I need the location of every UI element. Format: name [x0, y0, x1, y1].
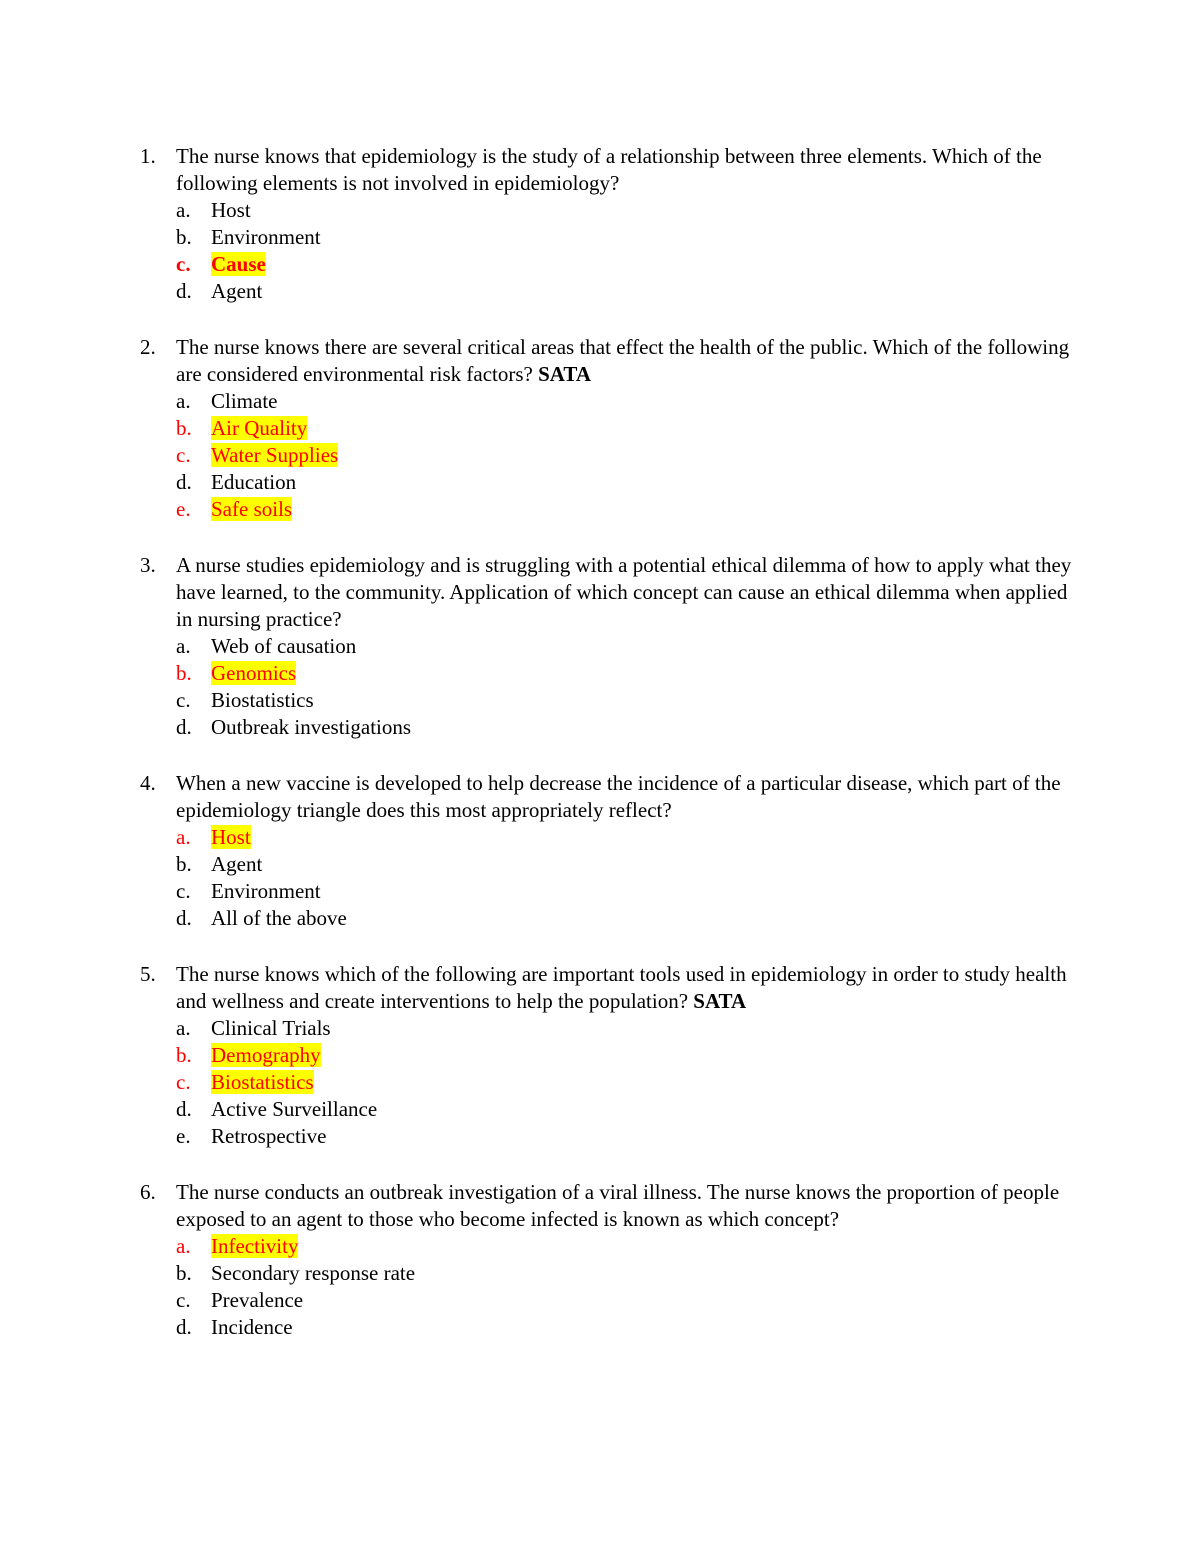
question-6 [140, 1179, 1080, 1341]
option-label: Education [211, 470, 297, 494]
answer-option [176, 878, 1080, 905]
question-stem: A nurse studies epidemiology and is struggling with a potential ethical dilemma of how to apply what they have learned, to the community. Application of which concept can cause an ethical dilemma when applied in nursing practice? [176, 553, 1072, 631]
option-letter: c. [176, 252, 191, 276]
question-text [176, 770, 1080, 824]
option-letter: b. [176, 661, 192, 685]
answer-options [176, 824, 1080, 932]
option-label: Demography [211, 1043, 321, 1067]
question-number: 5. [140, 962, 156, 986]
answer-option-correct [176, 415, 1080, 442]
option-letter: a. [176, 389, 191, 413]
option-letter: d. [176, 1315, 192, 1339]
answer-option [176, 224, 1080, 251]
option-letter: e. [176, 1124, 191, 1148]
option-label: Air Quality [211, 416, 308, 440]
option-letter: c. [176, 688, 191, 712]
answer-option-correct [176, 824, 1080, 851]
option-letter: c. [176, 1070, 191, 1094]
answer-option [176, 388, 1080, 415]
option-letter: a. [176, 1016, 191, 1040]
option-label: Secondary response rate [211, 1261, 416, 1285]
option-letter: d. [176, 1097, 192, 1121]
option-label: Prevalence [211, 1288, 304, 1312]
option-label: Incidence [211, 1315, 293, 1339]
option-label: Clinical Trials [211, 1016, 331, 1040]
question-text [176, 143, 1080, 197]
question-stem: The nurse knows which of the following are important tools used in epidemiology in order to study health and wellness and create interventions to help the population? [176, 962, 1067, 1013]
question-number: 2. [140, 335, 156, 359]
option-label: Climate [211, 389, 278, 413]
question-number: 4. [140, 771, 156, 795]
answer-option [176, 714, 1080, 741]
sata-label: SATA [693, 989, 747, 1013]
answer-options [176, 1015, 1080, 1150]
option-label: Host [211, 825, 251, 849]
answer-option [176, 1015, 1080, 1042]
option-letter: c. [176, 879, 191, 903]
answer-option-correct [176, 496, 1080, 523]
option-letter: b. [176, 1261, 192, 1285]
question-2 [140, 334, 1080, 523]
answer-option [176, 1260, 1080, 1287]
option-letter: a. [176, 825, 191, 849]
answer-option [176, 1314, 1080, 1341]
answer-option-correct [176, 442, 1080, 469]
option-letter: b. [176, 416, 192, 440]
option-letter: a. [176, 198, 191, 222]
question-text [176, 1179, 1080, 1233]
option-label: Genomics [211, 661, 297, 685]
answer-option [176, 197, 1080, 224]
option-letter: b. [176, 225, 192, 249]
option-label: Biostatistics [211, 688, 314, 712]
sata-label: SATA [538, 362, 592, 386]
option-label: Web of causation [211, 634, 357, 658]
question-number: 1. [140, 144, 156, 168]
option-label: Water Supplies [211, 443, 339, 467]
question-stem: The nurse knows there are several critical areas that effect the health of the public. Which of the following are considered environmental risk factors? [176, 335, 1070, 386]
option-label: Outbreak investigations [211, 715, 412, 739]
option-label: Infectivity [211, 1234, 299, 1258]
answer-option [176, 469, 1080, 496]
option-label: Environment [211, 225, 321, 249]
answer-option-correct [176, 1069, 1080, 1096]
answer-option [176, 1287, 1080, 1314]
option-label: Host [211, 198, 251, 222]
question-number: 6. [140, 1180, 156, 1204]
question-stem: The nurse conducts an outbreak investigation of a viral illness. The nurse knows the proportion of people exposed to an agent to those who become infected is known as which concept? [176, 1180, 1060, 1231]
option-label: Biostatistics [211, 1070, 314, 1094]
question-stem: When a new vaccine is developed to help decrease the incidence of a particular disease, which part of the epidemiology triangle does this most appropriately reflect? [176, 771, 1061, 822]
option-letter: d. [176, 715, 192, 739]
question-4 [140, 770, 1080, 932]
answer-option [176, 687, 1080, 714]
option-label: Safe soils [211, 497, 293, 521]
option-letter: e. [176, 497, 191, 521]
question-text [176, 334, 1080, 388]
option-letter: c. [176, 1288, 191, 1312]
option-label: Environment [211, 879, 321, 903]
answer-option [176, 905, 1080, 932]
option-letter: b. [176, 852, 192, 876]
option-letter: a. [176, 634, 191, 658]
answer-option-correct [176, 251, 1080, 278]
option-label: Agent [211, 279, 263, 303]
option-letter: a. [176, 1234, 191, 1258]
option-label: All of the above [211, 906, 347, 930]
option-letter: d. [176, 279, 192, 303]
question-number: 3. [140, 553, 156, 577]
option-letter: b. [176, 1043, 192, 1067]
answer-options [176, 388, 1080, 523]
question-1 [140, 143, 1080, 305]
answer-options [176, 633, 1080, 741]
answer-options [176, 1233, 1080, 1341]
answer-option [176, 851, 1080, 878]
answer-option [176, 1123, 1080, 1150]
option-letter: c. [176, 443, 191, 467]
option-letter: d. [176, 906, 192, 930]
answer-option-correct [176, 1042, 1080, 1069]
answer-option-correct [176, 660, 1080, 687]
answer-option [176, 1096, 1080, 1123]
answer-option [176, 633, 1080, 660]
answer-option [176, 278, 1080, 305]
question-text [176, 552, 1080, 633]
option-label: Cause [211, 252, 266, 276]
answer-option-correct [176, 1233, 1080, 1260]
option-label: Active Surveillance [211, 1097, 378, 1121]
answer-options [176, 197, 1080, 305]
question-5 [140, 961, 1080, 1150]
question-3 [140, 552, 1080, 741]
option-label: Retrospective [211, 1124, 327, 1148]
question-text [176, 961, 1080, 1015]
question-stem: The nurse knows that epidemiology is the study of a relationship between three elements. Which of the following elements is not involved in epidemiology? [176, 144, 1042, 195]
option-label: Agent [211, 852, 263, 876]
question-list [140, 143, 1080, 1370]
option-letter: d. [176, 470, 192, 494]
